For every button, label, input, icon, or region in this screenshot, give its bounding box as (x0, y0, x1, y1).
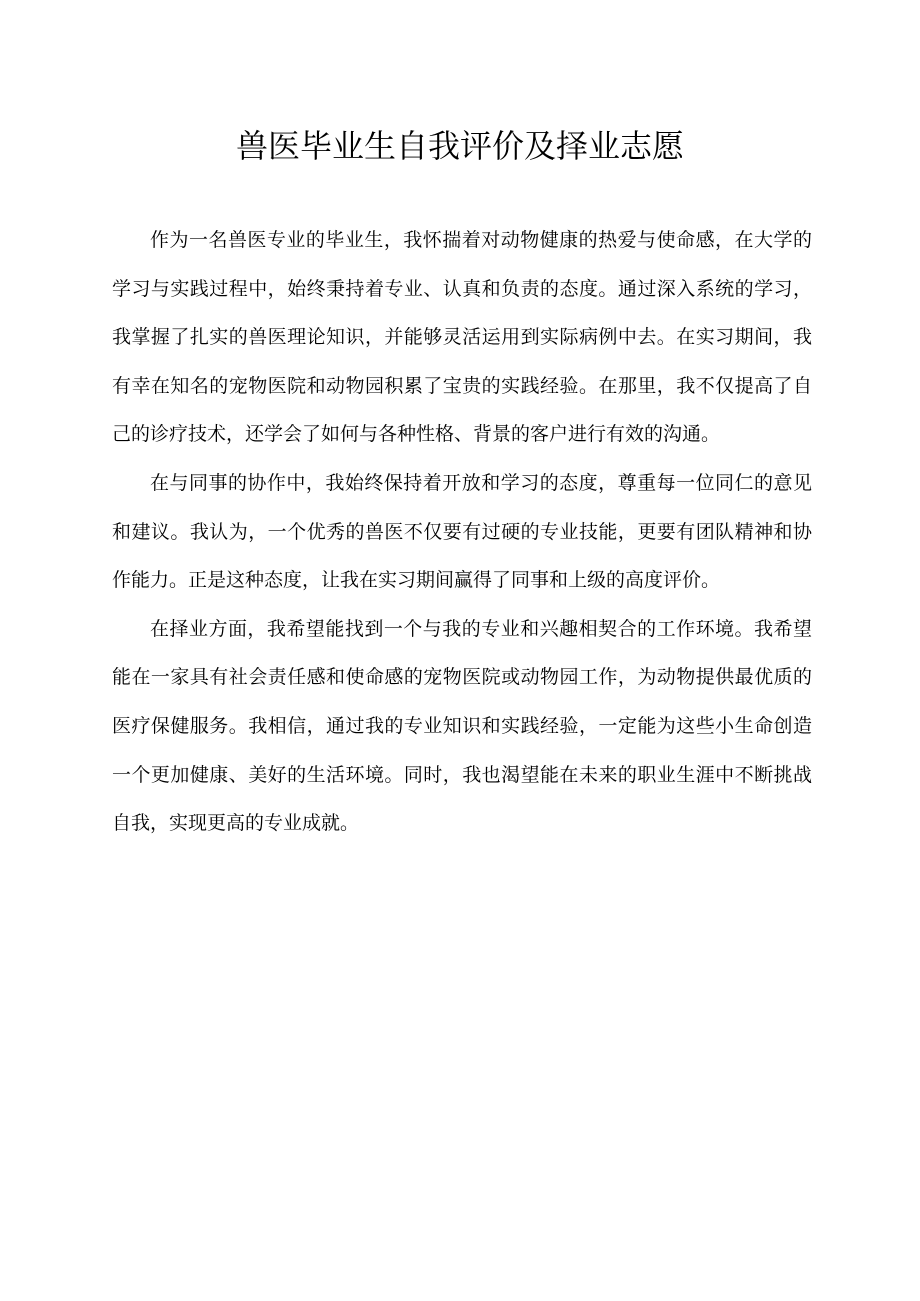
paragraph-self-evaluation: 作为一名兽医专业的毕业生，我怀揣着对动物健康的热爱与使命感，在大学的学习与实践过程中，始终秉持着专业、认真和负责的态度。通过深入系统的学习，我掌握了扎实的兽医理论知识，并能够灵活运用到实际病例中去。在实习期间，我有幸在知名的宠物医院和动物园积累了宝贵的实践经验。在那里，我不仅提高了自己的诊疗技术，还学会了如何与各种性格、背景的客户进行有效的沟通。 (112, 229, 812, 446)
paragraph-teamwork: 在与同事的协作中，我始终保持着开放和学习的态度，尊重每一位同仁的意见和建议。我认为，一个优秀的兽医不仅要有过硬的专业技能，更要有团队精神和协作能力。正是这种态度，让我在实习期间赢得了同事和上级的高度评价。 (112, 471, 812, 592)
document-body (112, 216, 812, 848)
paragraph-career-intention: 在择业方面，我希望能找到一个与我的专业和兴趣相契合的工作环境。我希望能在一家具有社会责任感和使命感的宠物医院或动物园工作，为动物提供最优质的医疗保健服务。我相信，通过我的专业知识和实践经验，一定能为这些小生命创造一个更加健康、美好的生活环境。同时，我也渴望能在未来的职业生涯中不断挑战自我，实现更高的专业成就。 (112, 617, 812, 835)
document-title: 兽医毕业生自我评价及择业志愿 (235, 127, 684, 165)
